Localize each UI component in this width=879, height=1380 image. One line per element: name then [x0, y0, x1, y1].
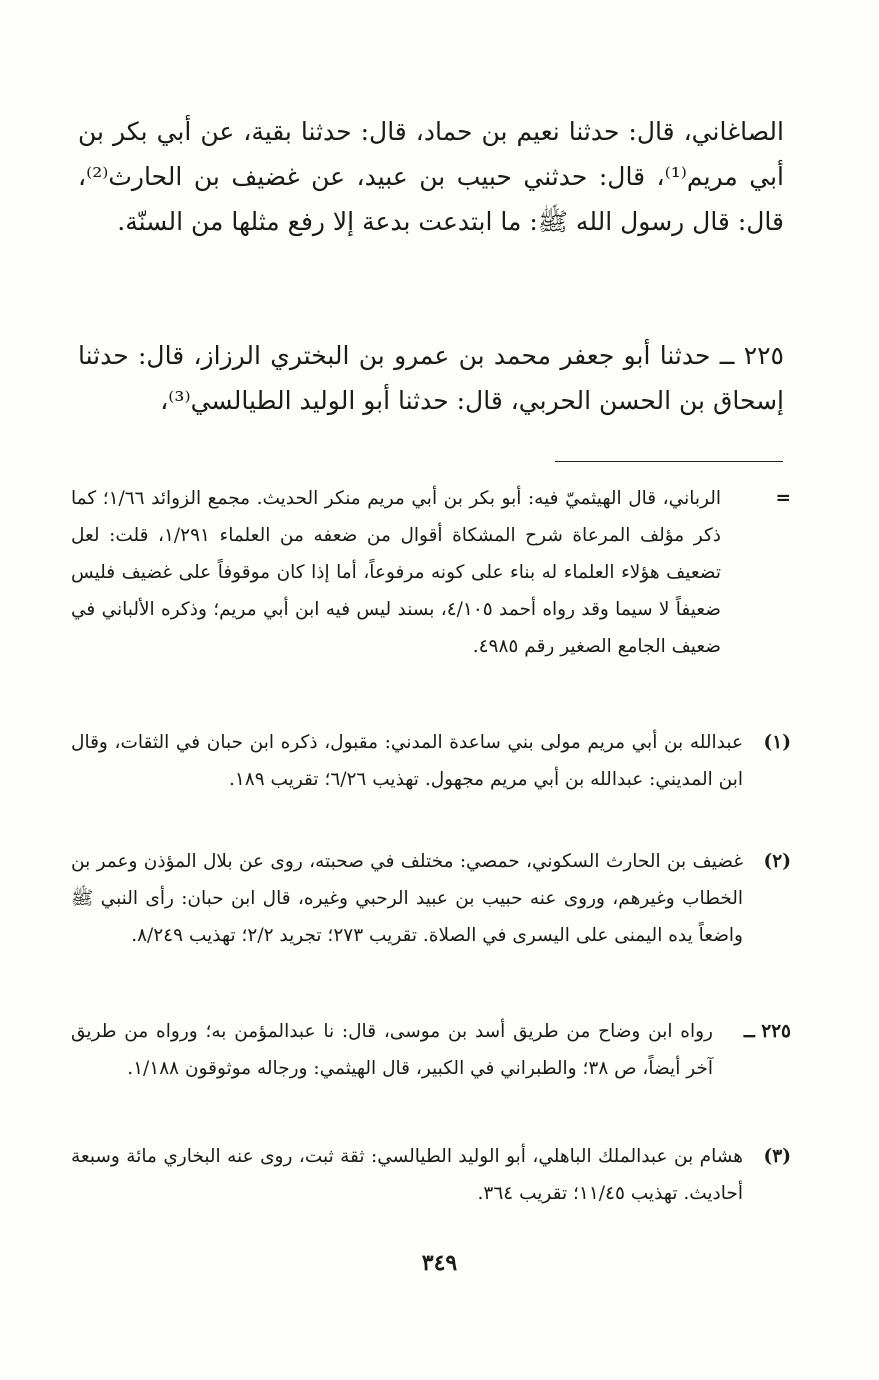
footnote-1: [71, 724, 791, 798]
footnote-marker: (٣): [763, 1146, 791, 1167]
footnote-text: هشام بن عبدالملك الباهلي، أبو الوليد الطيالسي: ثقة ثبت، روى عنه البخاري مائة وسبعة أحاديث. تهذيب ١١/٤٥؛ تقريب ٣٦٤.: [71, 1146, 743, 1204]
footnote-text: الرباني، قال الهيثميّ فيه: أبو بكر بن أبي مريم منكر الحديث. مجمع الزوائد ١/٦٦؛ كما ذكر مؤلف المرعاة شرح المشكاة أقوال من ضعفه من العلماء ١/٢٩١، قلت: لعل تضعيف هؤلاء العلماء له بناء على كونه مرفوعاً، أما إذا كان موقوفاً على غضيف فليس ضعيفاً لا سيما وقد رواه أحمد ٤/١٠٥، بسند ليس فيه ابن أبي مريم؛ وذكره الألباني في ضعيف الجامع الصغير رقم ٤٩٨٥.: [71, 488, 722, 657]
footnote-marker: (١): [763, 732, 791, 753]
footnote-marker: (٢): [763, 851, 791, 872]
footnote-225: [71, 1013, 791, 1087]
footnote-continuation: [71, 480, 791, 665]
footnote-2: [71, 843, 791, 954]
main-paragraph-2: ٢٢٥ ــ حدثنا أبو جعفر محمد بن عمرو بن البختري الرزاز، قال: حدثنا إسحاق بن الحسن الحربي، قال: حدثنا أبو الوليد الطيالسي⁽³⁾،: [78, 341, 784, 415]
footnote-marker: =: [775, 488, 791, 509]
footnote-separator: [555, 461, 783, 462]
main-paragraph-1: الصاغاني، قال: حدثنا نعيم بن حماد، قال: حدثنا بقية، عن أبي بكر بن أبي مريم⁽¹⁾، قال: حدثني حبيب بن عبيد، عن غضيف بن الحارث⁽²⁾، قال: قال رسول الله ﷺ: ما ابتدعت بدعة إلا رفع مثلها من السنّة.: [78, 117, 784, 236]
footnote-marker: ٢٢٥ ــ: [743, 1021, 791, 1042]
footnote-3: [71, 1138, 791, 1212]
page-number: ٣٤٩: [421, 1250, 458, 1276]
footnote-text: غضيف بن الحارث السكوني، حمصي: مختلف في صحبته، روى عن بلال المؤذن وعمر بن الخطاب وغيرهم، وروى عنه حبيب بن عبيد الرحبي وغيره، قال ابن حبان: رأى النبي ﷺ واضعاً يده اليمنى على اليسرى في الصلاة. تقريب ٢٧٣؛ تجريد ٢/٢؛ تهذيب ٨/٢٤٩.: [71, 851, 743, 946]
footnote-text: رواه ابن وضاح من طريق أسد بن موسى، قال: نا عبدالمؤمن به؛ ورواه من طريق آخر أيضاً، ص ٣٨؛ والطبراني في الكبير، قال الهيثمي: ورجاله موثوقون ١/١٨٨.: [71, 1021, 713, 1079]
footnote-text: عبدالله بن أبي مريم مولى بني ساعدة المدني: مقبول، ذكره ابن حبان في الثقات، وقال ابن المديني: عبدالله بن أبي مريم مجهول. تهذيب ٦/٢٦؛ تقريب ١٨٩.: [71, 732, 743, 790]
